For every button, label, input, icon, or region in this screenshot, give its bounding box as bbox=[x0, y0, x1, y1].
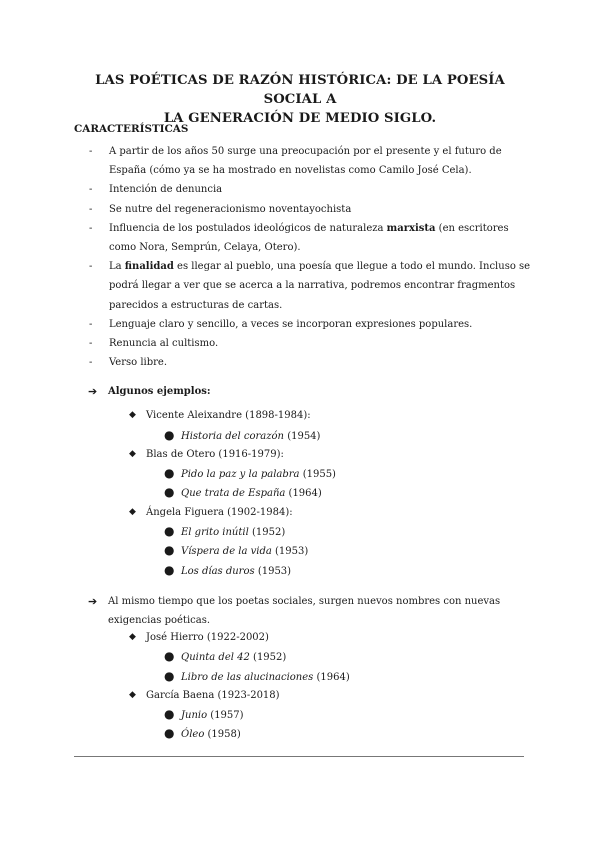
work-year: (1953) bbox=[257, 566, 292, 577]
work-year: (1955) bbox=[302, 469, 336, 480]
author-name: Vicente Aleixandre (1898-1984): bbox=[146, 410, 311, 421]
work-year: (1964) bbox=[288, 488, 322, 499]
round-bullet-icon: ● bbox=[164, 466, 175, 480]
round-bullet-icon: ● bbox=[164, 669, 175, 683]
list-item bbox=[84, 219, 534, 257]
title-line-2: LA GENERACIÓN DE MEDIO SIGLO. bbox=[163, 111, 437, 126]
list-item bbox=[84, 142, 534, 180]
arrow-right-icon: ➔ bbox=[88, 385, 98, 398]
work-item bbox=[164, 484, 322, 503]
new-names-intro: Al mismo tiempo que los poetas sociales, surgen nuevos nombres con nuevas exigencias poéticas. bbox=[108, 596, 501, 626]
diamond-bullet-icon: ◆ bbox=[129, 507, 136, 517]
author-item bbox=[129, 406, 311, 425]
work-year: (1952) bbox=[251, 527, 286, 538]
item-text: A partir de los años 50 surge una preocupación por el presente y el futuro de España (cómo ya se ha mostrado en novelistas como Camilo José Cela). bbox=[109, 146, 502, 177]
bottom-divider bbox=[74, 756, 524, 757]
work-title: Óleo bbox=[181, 729, 205, 740]
author-item bbox=[129, 503, 293, 522]
diamond-bullet-icon: ◆ bbox=[129, 410, 136, 420]
work-item bbox=[164, 465, 336, 484]
dash-marker: - bbox=[89, 184, 93, 196]
work-title: Que trata de España bbox=[181, 488, 286, 499]
section-heading-caracteristicas: CARACTERÍSTICAS bbox=[74, 123, 189, 135]
author-name: Ángela Figuera (1902-1984): bbox=[146, 507, 293, 518]
list-item bbox=[84, 257, 534, 315]
arrow-right-icon: ➔ bbox=[88, 595, 98, 608]
work-title: Quinta del 42 bbox=[181, 652, 250, 663]
item-emphasis: finalidad bbox=[124, 261, 174, 273]
item-text: Influencia de los postulados ideológicos de naturaleza bbox=[109, 222, 387, 234]
work-title: Pido la paz y la palabra bbox=[181, 469, 300, 480]
page-title bbox=[70, 71, 530, 128]
work-year: (1954) bbox=[287, 431, 321, 442]
work-year: (1958) bbox=[207, 729, 241, 740]
item-text: Lenguaje claro y sencillo, a veces se incorporan expresiones populares. bbox=[109, 318, 473, 330]
examples-heading-block bbox=[88, 382, 528, 401]
dash-marker: - bbox=[89, 318, 93, 330]
work-item bbox=[164, 648, 287, 667]
work-item bbox=[164, 427, 321, 446]
examples-heading: Algunos ejemplos: bbox=[108, 386, 211, 397]
item-text: Renuncia al cultismo. bbox=[109, 338, 219, 350]
author-item bbox=[129, 686, 280, 705]
title-line-1: LAS POÉTICAS DE RAZÓN HISTÓRICA: DE LA POESÍA SOCIAL A bbox=[95, 73, 505, 107]
work-title: Historia del corazón bbox=[181, 431, 284, 442]
list-item bbox=[84, 315, 534, 334]
work-item bbox=[164, 562, 292, 581]
new-names-block bbox=[88, 592, 528, 630]
round-bullet-icon: ● bbox=[164, 524, 175, 538]
item-text: es llegar al pueblo, una poesía que llegue a todo el mundo. Incluso se podrá llegar a ver que se acerca a la narrativa, podremos encontrar fragmentos parecidos a estructuras de cartas. bbox=[109, 261, 531, 311]
dash-marker: - bbox=[89, 357, 93, 369]
work-item bbox=[164, 668, 350, 687]
round-bullet-icon: ● bbox=[164, 485, 175, 499]
round-bullet-icon: ● bbox=[164, 707, 175, 721]
author-name: José Hierro (1922-2002) bbox=[146, 632, 269, 643]
dash-marker: - bbox=[89, 203, 93, 215]
round-bullet-icon: ● bbox=[164, 726, 175, 740]
work-title: Víspera de la vida bbox=[181, 546, 272, 557]
work-title: Los días duros bbox=[181, 566, 255, 577]
work-year: (1953) bbox=[275, 546, 309, 557]
author-item bbox=[129, 628, 269, 647]
round-bullet-icon: ● bbox=[164, 428, 175, 442]
item-text: (en escritores como Nora, Semprún, Celaya, Otero). bbox=[109, 222, 509, 254]
diamond-bullet-icon: ◆ bbox=[129, 449, 136, 459]
round-bullet-icon: ● bbox=[164, 543, 175, 557]
work-year: (1957) bbox=[210, 710, 244, 721]
diamond-bullet-icon: ◆ bbox=[129, 690, 136, 700]
work-item bbox=[164, 523, 286, 542]
item-text: Intención de denuncia bbox=[109, 184, 223, 196]
item-emphasis: marxista bbox=[386, 222, 436, 234]
list-item bbox=[84, 353, 534, 372]
dash-marker: - bbox=[89, 338, 93, 350]
dash-marker: - bbox=[89, 146, 93, 157]
characteristics-list bbox=[84, 142, 534, 372]
list-item bbox=[84, 180, 534, 199]
dash-marker: - bbox=[89, 261, 93, 273]
round-bullet-icon: ● bbox=[164, 649, 175, 663]
list-item bbox=[84, 334, 534, 353]
dash-marker: - bbox=[89, 222, 93, 234]
item-text: La bbox=[109, 261, 125, 273]
work-title: El grito inútil bbox=[181, 527, 249, 538]
round-bullet-icon: ● bbox=[164, 563, 175, 577]
author-name: Blas de Otero (1916-1979): bbox=[146, 449, 284, 460]
work-year: (1964) bbox=[316, 672, 350, 683]
work-item bbox=[164, 542, 309, 561]
diamond-bullet-icon: ◆ bbox=[129, 632, 136, 642]
work-item bbox=[164, 706, 244, 725]
item-text: Se nutre del regeneracionismo noventayochista bbox=[109, 203, 352, 215]
item-text: Verso libre. bbox=[109, 357, 168, 369]
author-item bbox=[129, 445, 284, 464]
work-year: (1952) bbox=[253, 652, 287, 663]
work-title: Junio bbox=[181, 710, 208, 721]
work-title: Libro de las alucinaciones bbox=[181, 672, 314, 683]
work-item bbox=[164, 725, 241, 744]
list-item bbox=[84, 200, 534, 219]
author-name: García Baena (1923-2018) bbox=[146, 690, 280, 701]
